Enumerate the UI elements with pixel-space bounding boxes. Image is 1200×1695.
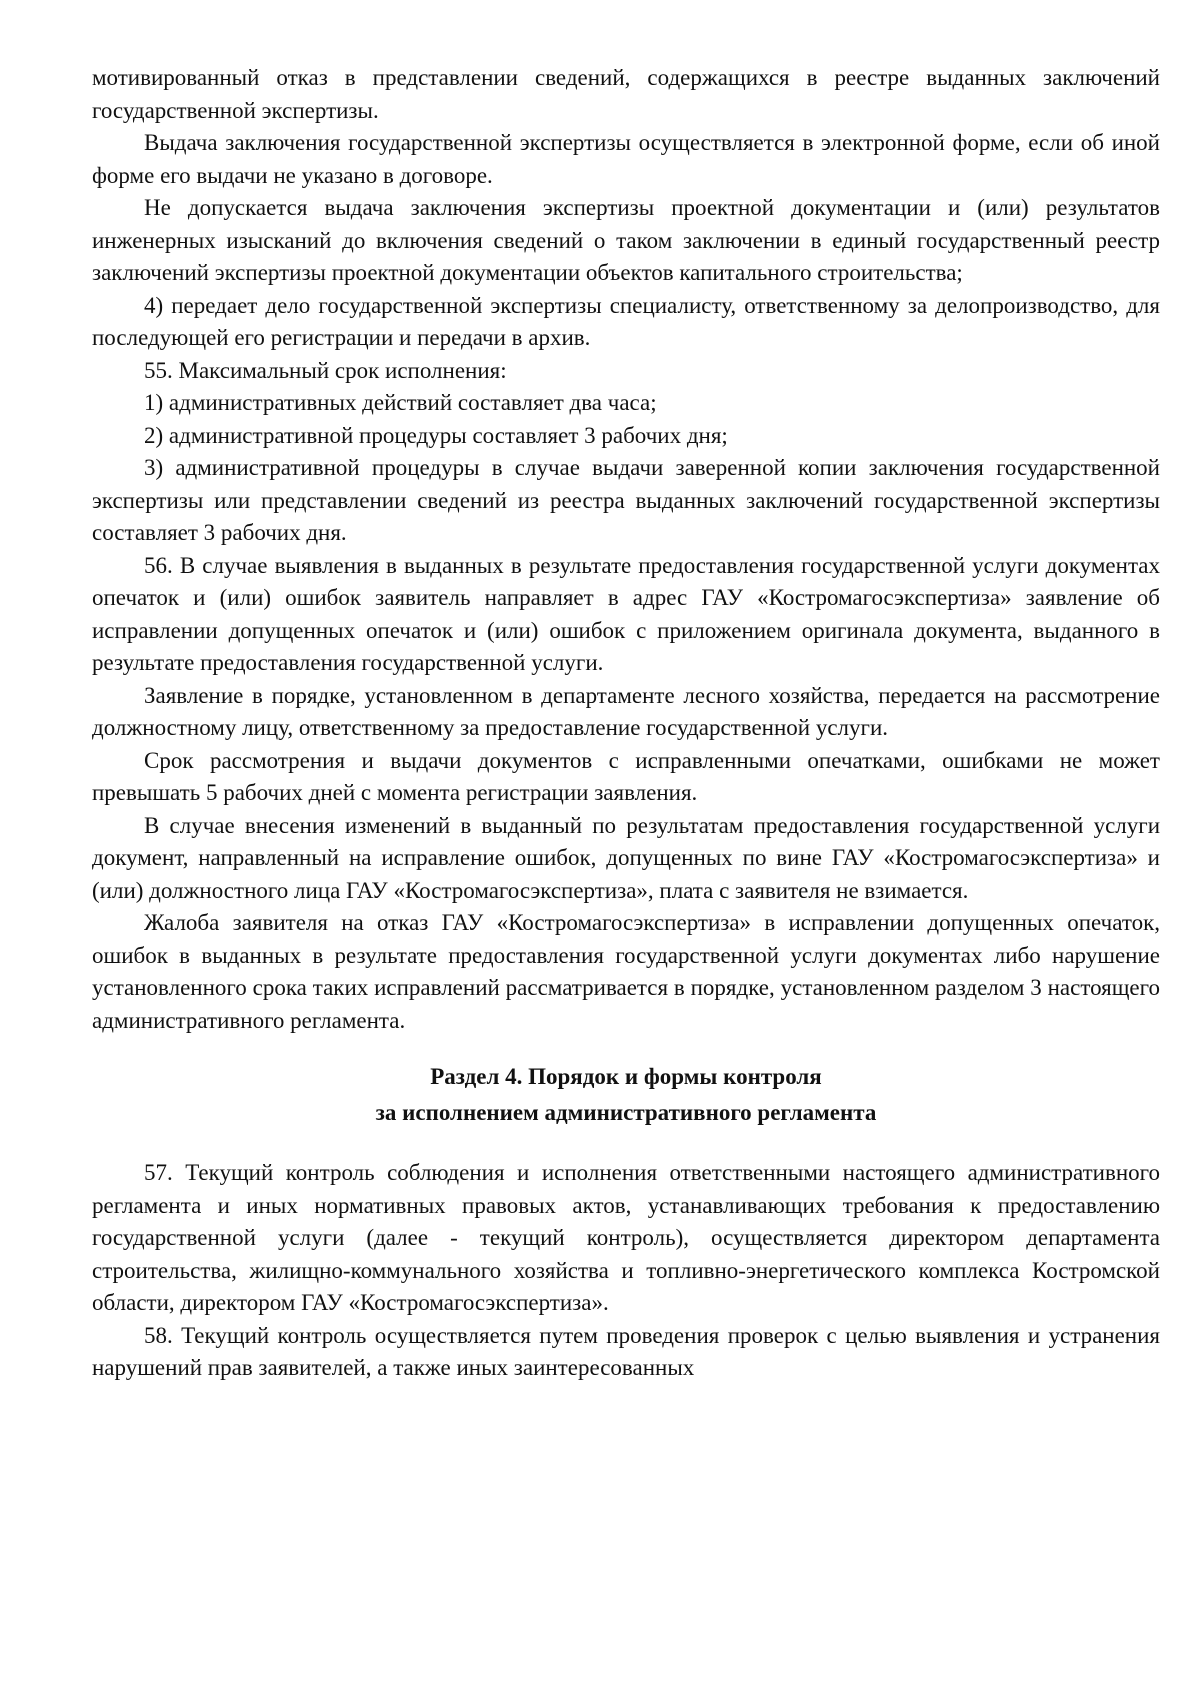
paragraph: 58. Текущий контроль осуществляется путем проведения проверок с целью выявления и устранения нарушений прав заявителей, а также иных заинтересованных [92, 1322, 1160, 1380]
section-heading-line-2: за исполнением административного регламента [375, 1100, 877, 1125]
paragraph: 1) административных действий составляет два часа; [144, 390, 657, 415]
paragraph: мотивированный отказ в представлении сведений, содержащихся в реестре выданных заключений государственной экспертизы. [92, 65, 1160, 123]
paragraph: 57. Текущий контроль соблюдения и исполнения ответственными настоящего административного регламента и иных нормативных правовых актов, устанавливающих требования к предоставлению государственной услуги (далее - текущий контроль), осуществляется директором департамента строительства, жилищно-коммунального хозяйства и топливно-энергетического комплекса Костромской области, директором ГАУ «Костромагосэкспертиза». [92, 1160, 1160, 1315]
paragraph: Выдача заключения государственной экспертизы осуществляется в электронной форме, если об иной форме его выдачи не указано в договоре. [92, 130, 1160, 188]
paragraph: 2) административной процедуры составляет 3 рабочих дня; [144, 422, 728, 448]
section-heading-line-1: Раздел 4. Порядок и формы контроля [430, 1064, 822, 1089]
paragraph: В случае внесения изменений в выданный по результатам предоставления государственной услуги документ, направленный на исправление ошибок, допущенных по вине ГАУ «Костромагосэкспертиза» и (или) должностного лица ГАУ «Костромагосэкспертиза», плата с заявителя не взимается. [92, 812, 1160, 903]
paragraph: 56. В случае выявления в выданных в результате предоставления государственной услуги документах опечаток и (или) ошибок заявитель направляет в адрес ГАУ «Костромагосэкспертиза» заявление об исправлении допущенных опечаток и (или) ошибок с приложением оригинала документа, выданного в результате предоставления государственной услуги. [92, 552, 1160, 675]
paragraph: Не допускается выдача заключения экспертизы проектной документации и (или) результатов инженерных изысканий до включения сведений о таком заключении в единый государственный реестр заключений экспертизы проектной документации объектов капитального строительства; [92, 195, 1160, 285]
paragraph: 55. Максимальный срок исполнения: [144, 357, 507, 383]
paragraph: 3) административной процедуры в случае выдачи заверенной копии заключения государственной экспертизы или представлении сведений из реестра выданных заключений государственной экспертизы составляет 3 рабочих дня. [92, 455, 1160, 545]
section-heading [92, 1059, 1160, 1131]
paragraph: Заявление в порядке, установленном в департаменте лесного хозяйства, передается на рассмотрение должностному лицу, ответственному за предоставление государственной услуги. [92, 682, 1160, 740]
paragraph: Срок рассмотрения и выдачи документов с исправленными опечатками, ошибками не может превышать 5 рабочих дней с момента регистрации заявления. [92, 747, 1160, 805]
paragraph: Жалоба заявителя на отказ ГАУ «Костромагосэкспертиза» в исправлении допущенных опечаток, ошибок в выданных в результате предоставления государственной услуги документах либо нарушение установленного срока таких исправлений рассматривается в порядке, установленном разделом 3 настоящего административного регламента. [92, 910, 1160, 1033]
document-body [92, 62, 1160, 1385]
paragraph: 4) передает дело государственной экспертизы специалисту, ответственному за делопроизводство, для последующей его регистрации и передачи в архив. [92, 292, 1160, 350]
